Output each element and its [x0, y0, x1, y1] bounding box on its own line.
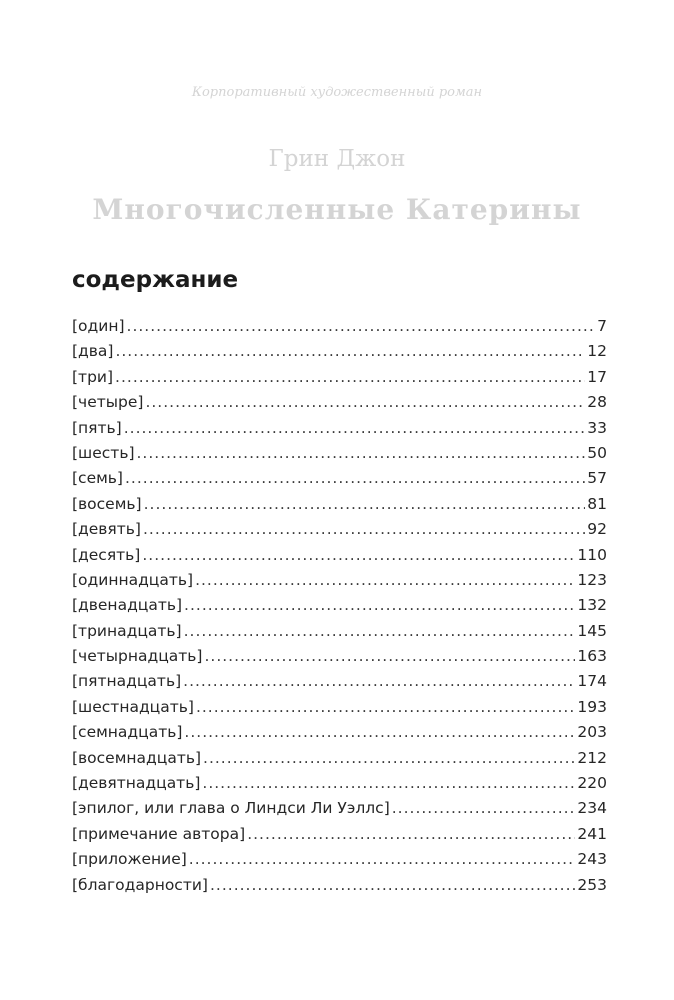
- toc-entry-page: 92: [587, 520, 607, 539]
- toc-entry-page: 253: [577, 875, 607, 894]
- toc-entry-label: [двенадцать]: [72, 596, 183, 615]
- toc-leader-dots: [204, 644, 575, 669]
- toc-entry-page: 212: [577, 748, 607, 767]
- toc-entry: [72, 593, 607, 618]
- toc-leader-dots: [125, 466, 585, 491]
- toc-entry-page: 193: [577, 697, 607, 716]
- toc-entry-label: [пятнадцать]: [72, 672, 182, 691]
- toc-leader-dots: [184, 593, 575, 618]
- bleed-through-series: Корпоративный художественный роман: [191, 85, 483, 100]
- toc-entry: [72, 390, 607, 415]
- toc-entry: [72, 695, 607, 720]
- toc-leader-dots: [142, 543, 575, 568]
- toc-leader-dots: [392, 796, 576, 821]
- toc-leader-dots: [184, 619, 576, 644]
- toc-leader-dots: [210, 873, 575, 898]
- toc-entry-page: 132: [577, 596, 607, 615]
- toc-entry-page: 241: [577, 824, 607, 843]
- toc-entry: [72, 644, 607, 669]
- toc-entry: [72, 822, 607, 847]
- toc-leader-dots: [202, 771, 575, 796]
- toc-entry: [72, 339, 607, 364]
- page-title: содержание: [72, 267, 239, 293]
- toc-entry-label: [четырнадцать]: [72, 647, 203, 666]
- bleed-through-author: Грин Джон: [268, 146, 406, 172]
- toc-leader-dots: [115, 339, 585, 364]
- toc-entry: [72, 543, 607, 568]
- toc-entry-label: [благодарности]: [72, 875, 208, 894]
- toc-entry-label: [шесть]: [72, 443, 135, 462]
- toc-entry-label: [одиннадцать]: [72, 570, 194, 589]
- toc-entry-page: 234: [577, 799, 607, 818]
- toc-entry: [72, 492, 607, 517]
- toc-entry-page: 243: [577, 850, 607, 869]
- toc-entry: [72, 517, 607, 542]
- toc-entry: [72, 847, 607, 872]
- toc-leader-dots: [184, 720, 575, 745]
- toc-entry-label: [эпилог, или глава о Линдси Ли Уэллс]: [72, 799, 390, 818]
- toc-leader-dots: [189, 847, 576, 872]
- toc-leader-dots: [183, 669, 575, 694]
- toc-entry: [72, 466, 607, 491]
- table-of-contents: [72, 314, 607, 898]
- toc-entry-label: [три]: [72, 367, 114, 386]
- toc-entry-label: [восемь]: [72, 494, 142, 513]
- toc-entry-page: 174: [577, 672, 607, 691]
- toc-leader-dots: [127, 314, 596, 339]
- toc-leader-dots: [145, 390, 585, 415]
- toc-leader-dots: [195, 568, 575, 593]
- toc-entry: [72, 720, 607, 745]
- toc-entry: [72, 771, 607, 796]
- toc-entry-page: 145: [577, 621, 607, 640]
- toc-entry: [72, 568, 607, 593]
- toc-leader-dots: [144, 492, 586, 517]
- toc-entry-label: [восемнадцать]: [72, 748, 202, 767]
- toc-leader-dots: [124, 416, 586, 441]
- toc-entry-page: 57: [587, 469, 607, 488]
- toc-entry: [72, 796, 607, 821]
- toc-entry-page: 220: [577, 774, 607, 793]
- toc-entry-page: 123: [577, 570, 607, 589]
- toc-entry-page: 50: [587, 443, 607, 462]
- toc-leader-dots: [137, 441, 586, 466]
- toc-entry-label: [семнадцать]: [72, 723, 183, 742]
- toc-entry-label: [один]: [72, 317, 125, 335]
- toc-entry: [72, 619, 607, 644]
- toc-entry-label: [тринадцать]: [72, 621, 182, 640]
- toc-leader-dots: [115, 365, 585, 390]
- toc-entry-label: [семь]: [72, 469, 123, 488]
- toc-entry-label: [примечание автора]: [72, 824, 246, 843]
- bleed-through-title: Многочисленные Катерины: [92, 193, 582, 226]
- toc-entry-page: 110: [577, 545, 607, 564]
- toc-entry-page: 81: [587, 494, 607, 513]
- toc-leader-dots: [203, 746, 575, 771]
- toc-entry-label: [четыре]: [72, 393, 144, 412]
- toc-entry-label: [пять]: [72, 418, 122, 437]
- toc-entry-page: 12: [587, 342, 607, 361]
- toc-entry: [72, 746, 607, 771]
- toc-entry-label: [шестнадцать]: [72, 697, 194, 716]
- toc-entry-label: [девять]: [72, 520, 141, 539]
- toc-entry-page: 33: [587, 418, 607, 437]
- toc-entry-page: 28: [587, 393, 607, 412]
- toc-entry: [72, 873, 607, 898]
- toc-entry-page: 203: [577, 723, 607, 742]
- toc-entry: [72, 416, 607, 441]
- toc-entry: [72, 365, 607, 390]
- toc-entry-label: [приложение]: [72, 850, 187, 869]
- toc-leader-dots: [143, 517, 585, 542]
- toc-entry-label: [два]: [72, 342, 114, 361]
- toc-entry-label: [десять]: [72, 545, 141, 564]
- toc-entry-page: 163: [577, 647, 607, 666]
- toc-entry-label: [девятнадцать]: [72, 774, 201, 793]
- toc-entry-page: 17: [587, 367, 607, 386]
- toc-entry: [72, 669, 607, 694]
- toc-leader-dots: [196, 695, 575, 720]
- toc-entry: [72, 314, 607, 339]
- toc-leader-dots: [247, 822, 575, 847]
- toc-entry-page: 7: [597, 317, 607, 335]
- toc-entry: [72, 441, 607, 466]
